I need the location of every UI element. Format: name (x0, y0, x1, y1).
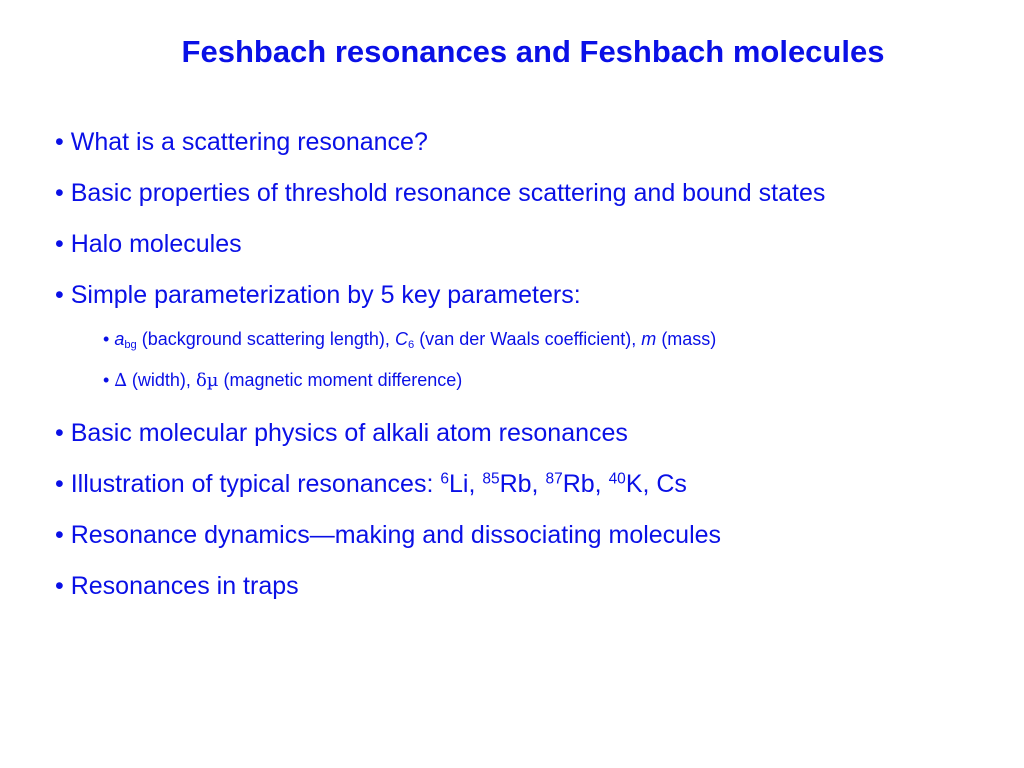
sub-bullet-item (103, 367, 1004, 393)
bullet-item (55, 124, 1004, 160)
bullet-item (55, 277, 1004, 313)
subscript-bg: bg (124, 338, 137, 351)
bullet-text: Halo molecules (70, 230, 242, 258)
m-description: (mass) (661, 329, 717, 349)
bullet-item (55, 415, 1004, 451)
bullet-marker: • (55, 521, 64, 549)
mass-rb87: 87 (545, 470, 563, 488)
bullet-text: Illustration of typical resonances: (70, 470, 434, 498)
bullet-marker: • (55, 470, 64, 498)
mass-k: 40 (608, 470, 626, 488)
bullet-list (55, 124, 1004, 619)
symbol-m: m (641, 329, 657, 349)
bullet-item (55, 568, 1004, 604)
bullet-item (55, 466, 1004, 502)
bullet-marker: • (55, 230, 64, 258)
bullet-item (55, 517, 1004, 553)
bullet-text: Resonances in traps (70, 572, 299, 600)
mass-rb85: 85 (482, 470, 500, 488)
bullet-marker: • (55, 572, 64, 600)
symbol-a: a (114, 329, 125, 349)
bullet-marker: • (55, 179, 64, 207)
element-k-cs: K, Cs (625, 470, 687, 498)
bullet-text: Basic properties of threshold resonance scattering and bound states (70, 179, 826, 207)
bullet-marker: • (103, 329, 110, 349)
bullet-marker: • (103, 370, 110, 390)
symbol-c: C (394, 329, 408, 349)
slide-title: Feshbach resonances and Feshbach molecules (181, 34, 885, 69)
symbol-delta-mu: δµ (195, 370, 219, 391)
subscript-6: 6 (407, 338, 415, 351)
element-rb87: Rb, (562, 470, 602, 498)
bullet-text: Basic molecular physics of alkali atom resonances (70, 419, 628, 447)
bullet-item (55, 226, 1004, 262)
bullet-text: Resonance dynamics—making and dissociating molecules (70, 521, 722, 549)
a-description: (background scattering length), (141, 329, 390, 349)
symbol-delta: ∆ (114, 370, 127, 391)
element-li: Li, (448, 470, 476, 498)
bullet-item (55, 175, 1004, 211)
c-description: (van der Waals coefficient), (419, 329, 637, 349)
bullet-marker: • (55, 419, 64, 447)
mass-li: 6 (440, 470, 449, 488)
bullet-text: Simple parameterization by 5 key parameters: (70, 281, 581, 309)
element-rb85: Rb, (499, 470, 539, 498)
sub-bullet-item (103, 326, 1004, 352)
bullet-marker: • (55, 281, 64, 309)
bullet-text: What is a scattering resonance? (70, 128, 428, 156)
delta-description: (width), (131, 370, 191, 390)
bullet-marker: • (55, 128, 64, 156)
dmu-description: (magnetic moment difference) (223, 370, 463, 390)
